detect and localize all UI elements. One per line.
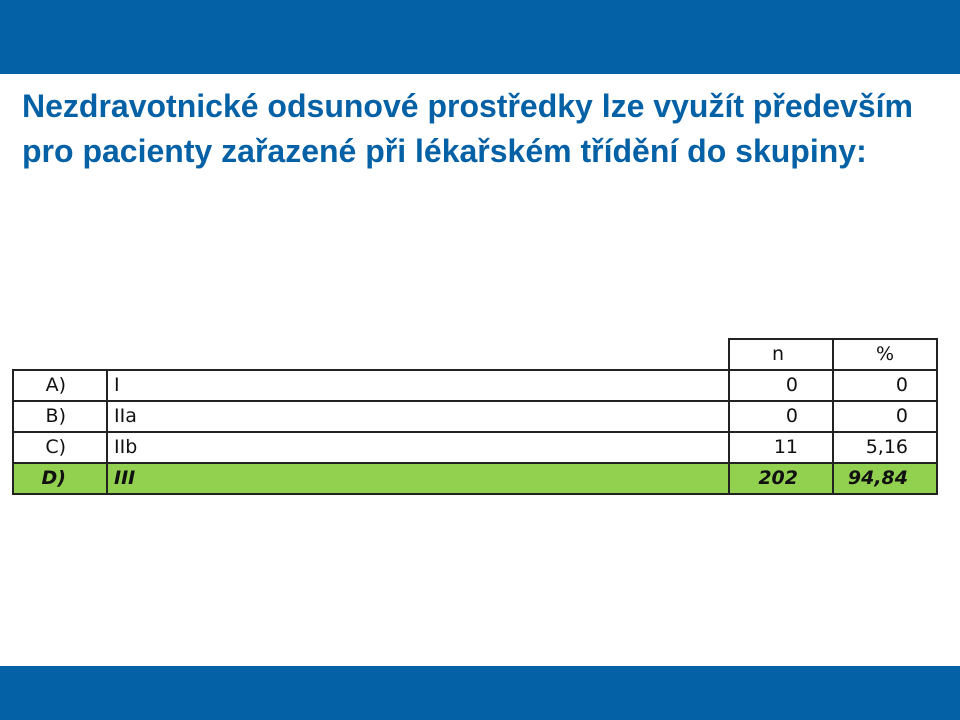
header-n: n [729, 339, 833, 370]
row-letter: C) [13, 432, 107, 463]
top-banner [0, 0, 960, 74]
header-empty-label [107, 339, 729, 370]
row-label: I [107, 370, 729, 401]
table-header-row [13, 339, 937, 370]
table-row [13, 370, 937, 401]
results-table [12, 338, 938, 495]
row-label: III [107, 463, 729, 494]
row-label: IIa [107, 401, 729, 432]
bottom-banner [0, 666, 960, 720]
row-letter: D) [13, 463, 107, 494]
header-empty-letter [13, 339, 107, 370]
row-n: 202 [729, 463, 833, 494]
table-row-highlighted [13, 463, 937, 494]
row-label: IIb [107, 432, 729, 463]
row-letter: B) [13, 401, 107, 432]
row-percent: 5,16 [833, 432, 937, 463]
table-row [13, 432, 937, 463]
row-letter: A) [13, 370, 107, 401]
row-percent: 0 [833, 370, 937, 401]
row-n: 0 [729, 370, 833, 401]
table-row [13, 401, 937, 432]
slide-title: Nezdravotnické odsunové prostředky lze využít především pro pacienty zařazené při lékařském třídění do skupiny: [22, 88, 913, 169]
row-percent: 94,84 [833, 463, 937, 494]
row-percent: 0 [833, 401, 937, 432]
row-n: 11 [729, 432, 833, 463]
row-n: 0 [729, 401, 833, 432]
header-percent: % [833, 339, 937, 370]
